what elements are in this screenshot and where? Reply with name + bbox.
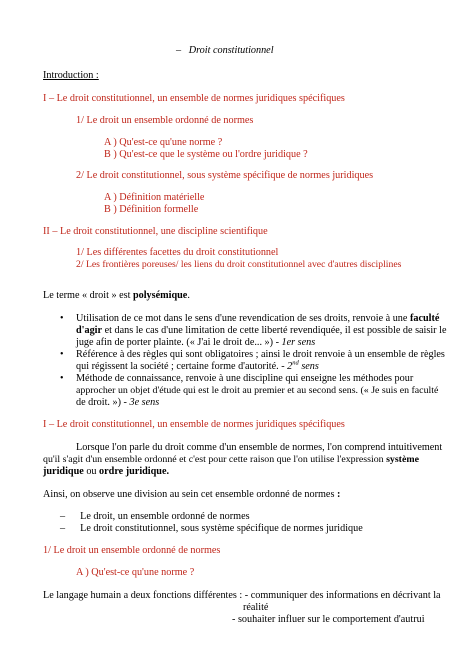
lang-f1: communiquer des informations en décrivant la: [250, 590, 441, 601]
language-line-1: [43, 590, 441, 602]
title-text: Droit constitutionnel: [188, 45, 274, 56]
outline-part-1-section-1: 1/ Le droit un ensemble ordonné de normes: [76, 115, 254, 126]
term-paragraph: [43, 290, 190, 302]
b1-l3-it: 1er sens: [281, 337, 316, 348]
bullet-3-line-2: approcher un objet d'étude qui est le droit au premier et au second sens. (« Je suis en faculté: [76, 385, 439, 396]
paragraph-1-line-2: [43, 454, 419, 466]
dash-icon: –: [60, 511, 66, 522]
b1-l2-bold: d'agir: [76, 325, 103, 336]
bullet-3-line-3: [76, 397, 159, 409]
b1-l1-bold: faculté: [409, 313, 440, 324]
outline-part-1-section-2: 2/ Le droit constitutionnel, sous système spécifique de normes juridiques: [76, 170, 374, 181]
b2-l2-pre: qui régissent la société ; certaine forme d'autorité. -: [76, 361, 288, 372]
b1-l1-pre: Utilisation de ce mot dans le sens d'une revendication de ses droits, renvoie à une: [76, 313, 410, 324]
p2-pre: Ainsi, on observe une division au sein cet ensemble ordonné de normes: [43, 489, 337, 500]
dash-item-1: [60, 511, 250, 523]
b3-l3-pre: de droit. ») -: [76, 397, 130, 408]
p2-colon: :: [336, 489, 341, 500]
b3-l3-it: 3e sens: [129, 397, 160, 408]
dash-item-2: [60, 523, 363, 535]
paragraph-2: [43, 489, 340, 501]
p1-l2-pre: qu'il s'agit d'un ensemble ordonné et c'est pour cette raison que l'on utilise l'expression: [43, 454, 387, 465]
p1-l3-bold2: ordre juridique.: [99, 466, 170, 477]
outline-part-2: II – Le droit constitutionnel, une discipline scientifique: [43, 226, 268, 237]
dash-icon: –: [60, 523, 66, 534]
introduction-label: Introduction :: [43, 70, 99, 81]
language-line-3: [232, 614, 425, 626]
outline-part-1-section-1-a: A ) Qu'est-ce qu'une norme ?: [104, 137, 223, 148]
bullet-icon: •: [60, 349, 64, 360]
bullet-1-line-2: [76, 325, 446, 337]
p1-l3-bold: juridique: [43, 466, 84, 477]
outline-part-2-section-1: 1/ Les différentes facettes du droit constitutionnel: [76, 247, 279, 258]
sub-heading-a: A ) Qu'est-ce qu'une norme ?: [76, 567, 195, 578]
sub-heading: 1/ Le droit un ensemble ordonné de normes: [43, 545, 221, 556]
term-bold: polysémique: [132, 290, 188, 301]
bullet-1-line-1: [76, 313, 439, 325]
language-line-2: réalité: [243, 602, 269, 613]
lang-pre: Le langage humain a deux fonctions différentes : -: [43, 590, 251, 601]
paragraph-1-line-3: [43, 466, 169, 478]
b2-l2-it: 2: [287, 361, 293, 372]
term-post: .: [187, 290, 190, 301]
bullet-1-line-3: [76, 337, 315, 349]
b2-l2-it2: sens: [298, 361, 319, 372]
bullet-2-line-2: [76, 361, 319, 373]
lang-f2-dash: -: [232, 614, 238, 625]
document-title: [176, 45, 274, 57]
b2-l2-sup: nd: [292, 359, 299, 367]
term-pre: Le terme « droit » est: [43, 290, 133, 301]
bullet-icon: •: [60, 313, 64, 324]
b1-l2-post: et dans le cas d'une limitation de cette liberté revendiquée, il est possible de saisir le: [102, 325, 447, 336]
title-dash: –: [176, 45, 182, 56]
outline-part-1: I – Le droit constitutionnel, un ensemble de normes juridiques spécifiques: [43, 93, 345, 104]
outline-part-2-section-2: 2/ Les frontières poreuses/ les liens du droit constitutionnel avec d'autres disciplines: [76, 259, 402, 270]
bullet-2-line-1: Référence à des règles qui sont obligatoires ; ainsi le droit renvoie à un ensemble de règles: [76, 349, 445, 360]
paragraph-1-line-1: Lorsque l'on parle du droit comme d'un ensemble de normes, l'on comprend intuitivement: [76, 442, 443, 453]
lang-f2: souhaiter influer sur le comportement d'autrui: [237, 614, 425, 625]
b1-l3-pre: juge afin de porter plainte. (« J'ai le droit de... ») -: [76, 337, 282, 348]
dash-item-2-text: Le droit constitutionnel, sous système spécifique de normes juridique: [80, 523, 363, 534]
outline-part-1-section-1-b: B ) Qu'est-ce que le système ou l'ordre juridique ?: [104, 149, 308, 160]
p1-l3-mid: ou: [83, 466, 100, 477]
dash-item-1-text: Le droit, un ensemble ordonné de normes: [80, 511, 250, 522]
bullet-3-line-1: Méthode de connaissance, renvoie à une discipline qui enseigne les méthodes pour: [76, 373, 414, 384]
p1-l2-bold: système: [386, 454, 419, 465]
outline-part-1-section-2-b: B ) Définition formelle: [104, 204, 199, 215]
outline-part-1-section-2-a: A ) Définition matérielle: [104, 192, 205, 203]
section-heading: I – Le droit constitutionnel, un ensemble de normes juridiques spécifiques: [43, 419, 345, 430]
bullet-icon: •: [60, 373, 64, 384]
